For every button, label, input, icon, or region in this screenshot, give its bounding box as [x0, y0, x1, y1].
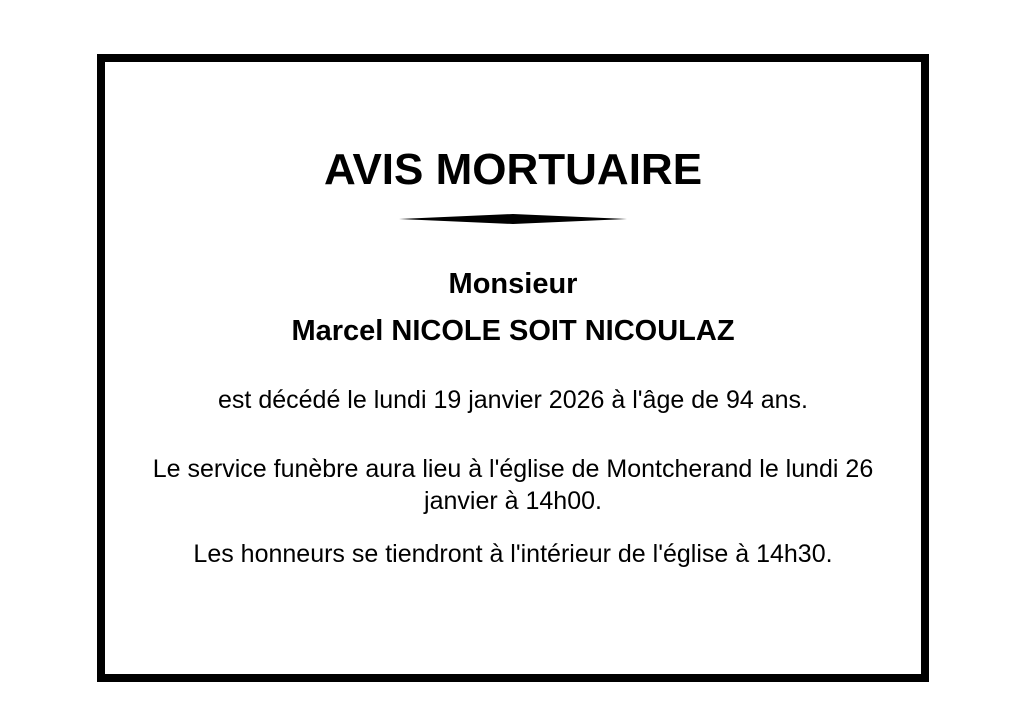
ornamental-divider [399, 210, 627, 228]
honorific: Monsieur [448, 268, 578, 300]
death-notice-frame [97, 54, 929, 682]
death-statement: est décédé le lundi 19 janvier 2026 à l'âge de 94 ans. [218, 386, 808, 414]
honors-statement: Les honneurs se tiendront à l'intérieur de l'église à 14h30. [193, 540, 833, 568]
service-statement: Le service funèbre aura lieu à l'église de Montcherand le lundi 26 janvier à 14h00. [152, 455, 874, 515]
notice-title: AVIS MORTUAIRE [323, 145, 703, 194]
service-paragraph [105, 453, 921, 517]
deceased-name: Marcel NICOLE SOIT NICOULAZ [291, 315, 735, 347]
